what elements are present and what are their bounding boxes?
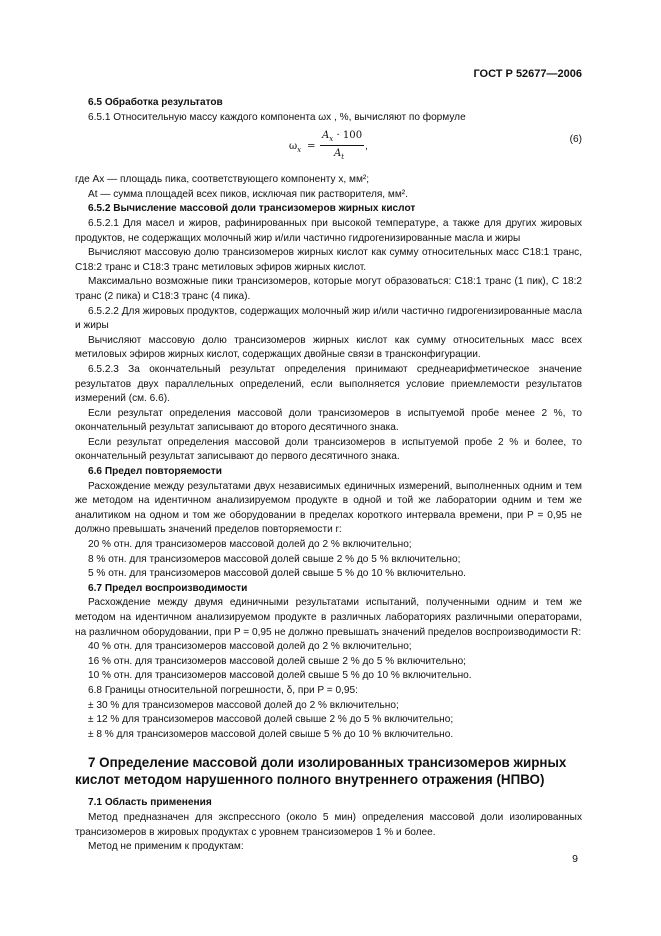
document-body (75, 96, 582, 855)
list-item: 5 % отн. для трансизомеров массовой долей свыше 5 % до 10 % включительно. (88, 568, 466, 580)
paragraph: Если результат определения массовой доли трансизомеров в испытуемой пробе 2 % и более, то окончательный результат записывают до первого десятичного знака. (75, 436, 582, 463)
list-item: ± 8 % для трансизомеров массовой долей свыше 5 % до 10 % включительно. (88, 728, 454, 740)
list-item: 20 % отн. для трансизомеров массовой долей до 2 % включительно; (88, 539, 412, 551)
section-7-1-heading: 7.1 Область применения (88, 797, 212, 809)
paragraph: Метод не применим к продуктам: (88, 841, 244, 853)
page-number: 9 (572, 853, 578, 865)
paragraph-6-5-2-1: 6.5.2.1 Для масел и жиров, рафинированных при высокой температуре, а также для других жировых продуктов, не содержащих молочный жир и/или частично гидрогенизированные масла и жиры (75, 217, 582, 244)
paragraph-7-1: Метод предназначен для экспрессного (около 5 мин) определения массовой доли изолированных трансизомеров в жировых продуктах с уровнем трансизомеров 1 % и более. (75, 811, 582, 838)
formula-6 (75, 129, 582, 167)
section-6-5-heading: 6.5 Обработка результатов (88, 97, 223, 108)
paragraph-6-7: Расхождение между двумя единичными результатами испытаний, полученными одним и тем же методом на идентичном анализируемом продукте в различных лабораториях различными операторами, на различном оборудовании, при P = 0,95 не должно превышать значений пределов воспроизводимости R: (75, 597, 582, 638)
formula-where-2: At — сумма площадей всех пиков, исключая пик растворителя, мм². (88, 188, 408, 200)
section-7-heading: 7 Определение массовой доли изолированных трансизомеров жирных кислот методом нарушенного полного внутреннего отражения (НПВО) (75, 755, 567, 788)
list-item: 16 % отн. для трансизомеров массовой долей свыше 2 % до 5 % включительно; (88, 655, 466, 667)
paragraph: Вычисляют массовую долю трансизомеров жирных кислот как сумму относительных масс С18:1 транс, С18:2 транс и С18:3 транс метиловых эфиров жирных кислот. (75, 247, 582, 273)
list-item: ± 12 % для трансизомеров массовой долей свыше 2 % до 5 % включительно; (88, 714, 454, 726)
list-item: 10 % отн. для трансизомеров массовой долей свыше 5 % до 10 % включительно. (88, 670, 472, 682)
formula-comma: , (365, 141, 368, 153)
paragraph-6-5-1: 6.5.1 Относительную массу каждого компонента ωx , %, вычисляют по формуле (88, 111, 466, 123)
formula-number: (6) (569, 134, 582, 146)
paragraph-6-5-2-2: 6.5.2.2 Для жировых продуктов, содержащих молочный жир и/или частично гидрогенизированные масла и жиры (75, 305, 582, 332)
list-item: 8 % отн. для трансизомеров массовой долей свыше 2 % до 5 % включительно; (88, 553, 461, 565)
section-6-6-heading: 6.6 Предел повторяемости (88, 466, 222, 478)
formula-denominator: $A_t$ (334, 148, 345, 162)
paragraph-6-6: Расхождение между результатами двух независимых единичных измерений, выполненных одним и тем же методом на идентичном анализируемом продукте в одной и той же лаборатории одним и тем же аналитиком на одном и том же оборудовании в пределах короткого интервала времени, при P = 0,95 не должно превышать значений пределов повторяемости r: (75, 480, 582, 536)
formula-equals: = (307, 141, 316, 153)
list-item: 40 % отн. для трансизомеров массовой долей до 2 % включительно; (88, 641, 412, 653)
formula-lhs: $\omega_x$ (289, 141, 302, 155)
section-6-5-2-heading: 6.5.2 Вычисление массовой доли трансизомеров жирных кислот (88, 203, 416, 215)
paragraph-6-5-2-3: 6.5.2.3 За окончательный результат определения принимают среднеарифметическое значение результатов двух параллельных определений, если выполняется условие приемлемости результатов измерений (см. 6.6). (75, 363, 582, 405)
document-id-header: ГОСТ Р 52677—2006 (473, 68, 582, 80)
paragraph: Если результат определения массовой доли трансизомеров в испытуемой пробе менее 2 %, то окончательный результат записывают до второго десятичного знака. (75, 407, 582, 434)
fraction-bar (320, 145, 364, 146)
paragraph: Максимально возможные пики трансизомеров, которые могут образоваться: С18:1 транс (1 пик), С 18:2 транс (2 пика) и С18:3 транс (4 пика). (75, 276, 582, 302)
paragraph: Вычисляют массовую долю трансизомеров жирных кислот как сумму относительных масс всех метиловых эфиров жирных кислот, содержащих двойные связи в трансконфигурации. (75, 334, 582, 361)
paragraph-6-8: 6.8 Границы относительной погрешности, δ, при P = 0,95: (88, 684, 358, 696)
section-6-7-heading: 6.7 Предел воспроизводимости (88, 582, 248, 594)
list-item: ± 30 % для трансизомеров массовой долей до 2 % включительно; (88, 699, 399, 711)
formula-numerator: $A_x \cdot 100$ (322, 130, 363, 144)
formula-where-1: где Ax — площадь пика, соответствующего компоненту x, мм²; (75, 174, 370, 186)
